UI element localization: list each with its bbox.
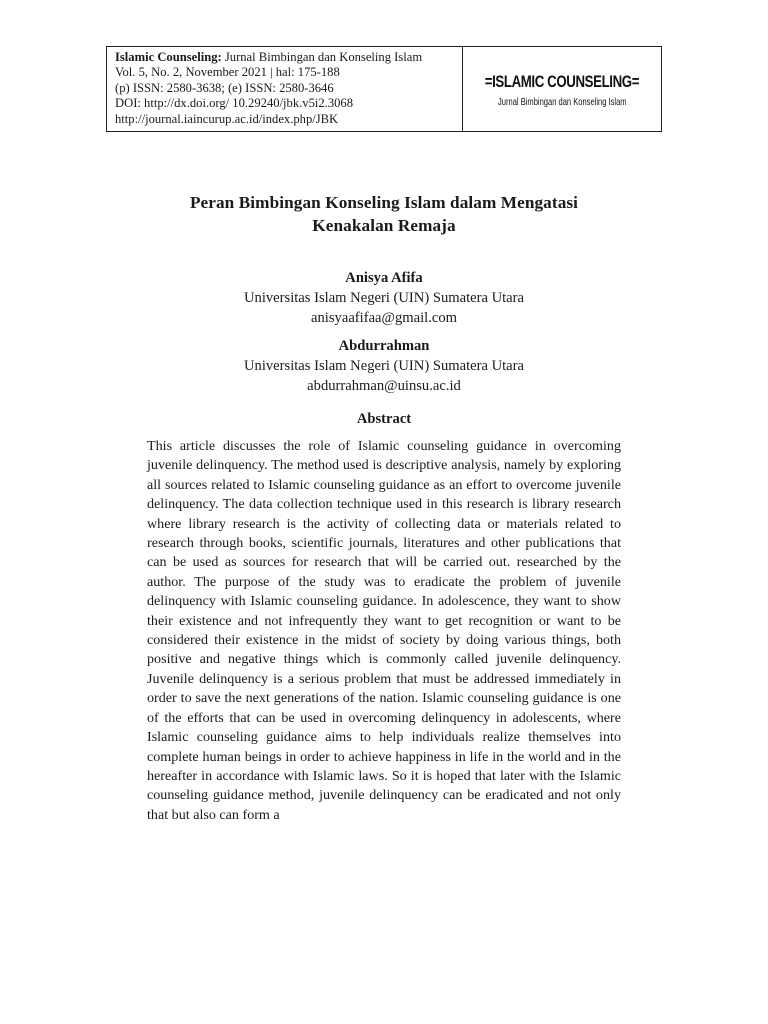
url-line: http://journal.iaincurup.ac.id/index.php/JBK: [115, 111, 339, 126]
author-email: anisyaafifaa@gmail.com: [311, 310, 457, 326]
journal-header: [106, 46, 662, 132]
journal-subtitle: Jurnal Bimbingan dan Konseling Islam: [221, 50, 423, 64]
journal-logo: [463, 47, 661, 131]
author-affiliation: Universitas Islam Negeri (UIN) Sumatera Utara: [243, 290, 525, 306]
article-title: [100, 191, 668, 237]
abstract-body: This article discusses the role of Islamic counseling guidance in overcoming juvenile delinquency. The method used is descriptive analysis, namely by exploring all sources related to Islamic counseling guidance as an effort to overcome juvenile delinquency. The data collection technique used in this research is library research where library research is the activity of collecting data or materials related to research through books, scientific journals, literatures and other publications that can be used as sources for research that will be carried out. researched by the author. The purpose of the study was to eradicate the problem of juvenile delinquency with Islamic counseling guidance. In adolescence, they want to show their existence and not infrequently they want to get recognition or want to be considered their existence in the midst of society by doing various things, both positive and negative things which is commonly called juvenile delinquency. Juvenile delinquency is a serious problem that must be addressed immediately in order to save the next generations of the nation. Islamic counseling guidance is one of the efforts that can be used in overcoming delinquency in adolescents, where Islamic counseling guidance aims to help individuals realize themselves into complete human beings in order to achieve happiness in life in the world and in the hereafter in accordance with Islamic laws. So it is hoped that later with the Islamic counseling guidance method, juvenile delinquency can be eradicated and not only that but also can form a: [147, 438, 621, 823]
issn-line: (p) ISSN: 2580-3638; (e) ISSN: 2580-3646: [115, 80, 334, 95]
article-title-line-1: Peran Bimbingan Konseling Islam dalam Mengatasi: [189, 193, 579, 212]
journal-info: [107, 47, 463, 131]
article-title-line-2: Kenakalan Remaja: [312, 216, 456, 235]
author-affiliation: Universitas Islam Negeri (UIN) Sumatera Utara: [243, 358, 525, 374]
author-email: abdurrahman@uinsu.ac.id: [307, 378, 461, 394]
author-name: Anisya Afifa: [345, 270, 423, 286]
author-name: Abdurrahman: [338, 338, 430, 354]
logo-title: =ISLAMIC COUNSELING=: [484, 72, 640, 91]
abstract-heading: Abstract: [356, 411, 412, 427]
logo-subtitle: Jurnal Bimbingan dan Konseling Islam: [497, 96, 627, 108]
doi-line: DOI: http://dx.doi.org/ 10.29240/jbk.v5i2.3068: [115, 96, 354, 111]
journal-name: Islamic Counseling:: [115, 50, 222, 64]
volume-line: Vol. 5, No. 2, November 2021 | hal: 175-188: [115, 65, 340, 80]
journal-name-line: [115, 50, 462, 65]
